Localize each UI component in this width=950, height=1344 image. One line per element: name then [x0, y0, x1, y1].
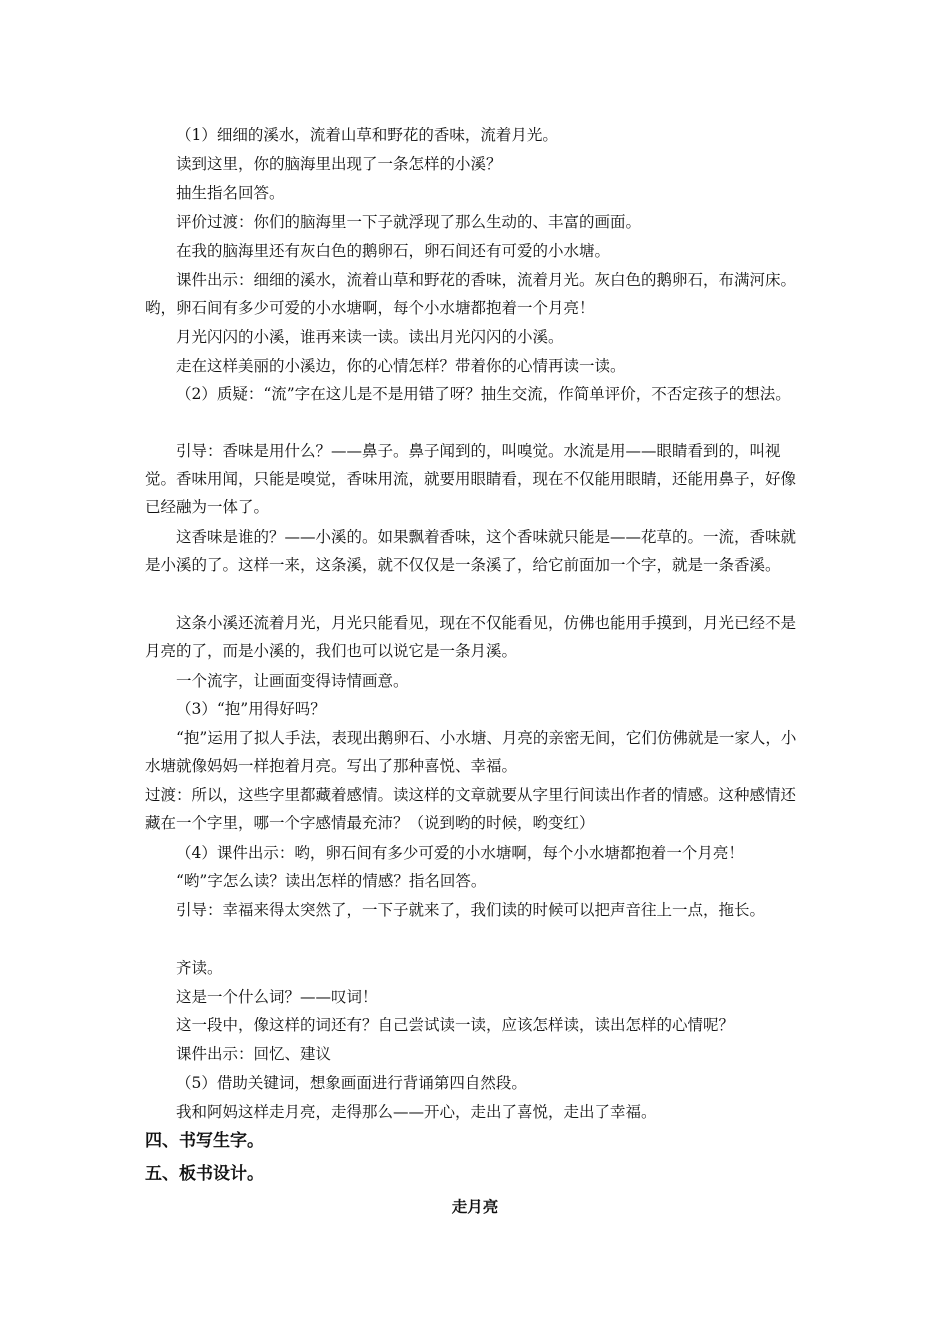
paragraph: 齐读。: [176, 959, 223, 977]
paragraph: 这一段中，像这样的词还有？自己尝试读一读，应该怎样读，读出怎样的心情呢？: [176, 1016, 735, 1034]
paragraph: （1）细细的溪水，流着山草和野花的香味，流着月光。: [176, 126, 558, 144]
section-heading: 五、板书设计。: [145, 1164, 264, 1184]
paragraph: “抱”运用了拟人手法，表现出鹅卵石、小水塘、月亮的亲密无间，它们仿佛就是一家人，小水塘就像妈妈一样抱着月亮。写出了那种喜悦、幸福。: [145, 729, 797, 775]
paragraph: （2）质疑：“流”字在这儿是不是用错了呀？抽生交流，作简单评价，不否定孩子的想法。: [176, 385, 791, 403]
paragraph: 抽生指名回答。: [176, 184, 285, 202]
paragraph: 读到这里，你的脑海里出现了一条怎样的小溪？: [176, 155, 502, 173]
paragraph: 过渡：所以，这些字里都藏着感情。读这样的文章就要从字里行间读出作者的情感。这种感情还藏在一个字里，哪一个字感情最充沛？（说到哟的时候，哟变红）: [145, 786, 797, 832]
paragraph: 这香味是谁的？——小溪的。如果飘着香味，这个香味就只能是——花草的。一流，香味就是小溪的了。这样一来，这条溪，就不仅仅是一条溪了，给它前面加一个字，就是一条香溪。: [145, 528, 797, 574]
paragraph: “哟”字怎么读？读出怎样的情感？指名回答。: [176, 872, 487, 890]
paragraph: 一个流字，让画面变得诗情画意。: [176, 672, 409, 690]
section-heading: 四、书写生字。: [145, 1131, 264, 1151]
paragraph: 月光闪闪的小溪，谁再来读一读。读出月光闪闪的小溪。: [176, 328, 564, 346]
paragraph: 课件出示：回忆、建议: [176, 1045, 332, 1063]
paragraph: （4）课件出示：哟，卵石间有多少可爱的小水塘啊，每个小水塘都抱着一个月亮！: [176, 844, 744, 862]
paragraph: 评价过渡：你们的脑海里一下子就浮现了那么生动的、丰富的画面。: [176, 213, 642, 231]
paragraph: 在我的脑海里还有灰白色的鹅卵石，卵石间还有可爱的小水塘。: [176, 242, 611, 260]
paragraph: 我和阿妈这样走月亮，走得那么——开心，走出了喜悦，走出了幸福。: [176, 1103, 657, 1121]
paragraph: 引导：幸福来得太突然了，一下子就来了，我们读的时候可以把声音往上一点，拖长。: [176, 901, 766, 919]
paragraph: 这条小溪还流着月光，月光只能看见，现在不仅能看见，仿佛也能用手摸到，月光已经不是月亮的了，而是小溪的，我们也可以说它是一条月溪。: [145, 614, 797, 660]
paragraph: 走在这样美丽的小溪边，你的心情怎样？带着你的心情再读一读。: [176, 357, 626, 375]
paragraph: 课件出示：细细的溪水，流着山草和野花的香味，流着月光。灰白色的鹅卵石，布满河床。哟，卵石间有多少可爱的小水塘啊，每个小水塘都抱着一个月亮！: [145, 271, 797, 317]
paragraph: （5）借助关键词，想象画面进行背诵第四自然段。: [176, 1074, 527, 1092]
paragraph: 引导：香味是用什么？——鼻子。鼻子闻到的，叫嗅觉。水流是用——眼睛看到的，叫视觉。香味用闻，只能是嗅觉，香味用流，就要用眼睛看，现在不仅能用眼睛，还能用鼻子，好像已经融为一体了。: [145, 442, 797, 516]
paragraph: 这是一个什么词？——叹词！: [176, 988, 378, 1006]
paragraph: （3）“抱”用得好吗？: [176, 700, 326, 718]
board-design-title: 走月亮: [451, 1197, 499, 1216]
